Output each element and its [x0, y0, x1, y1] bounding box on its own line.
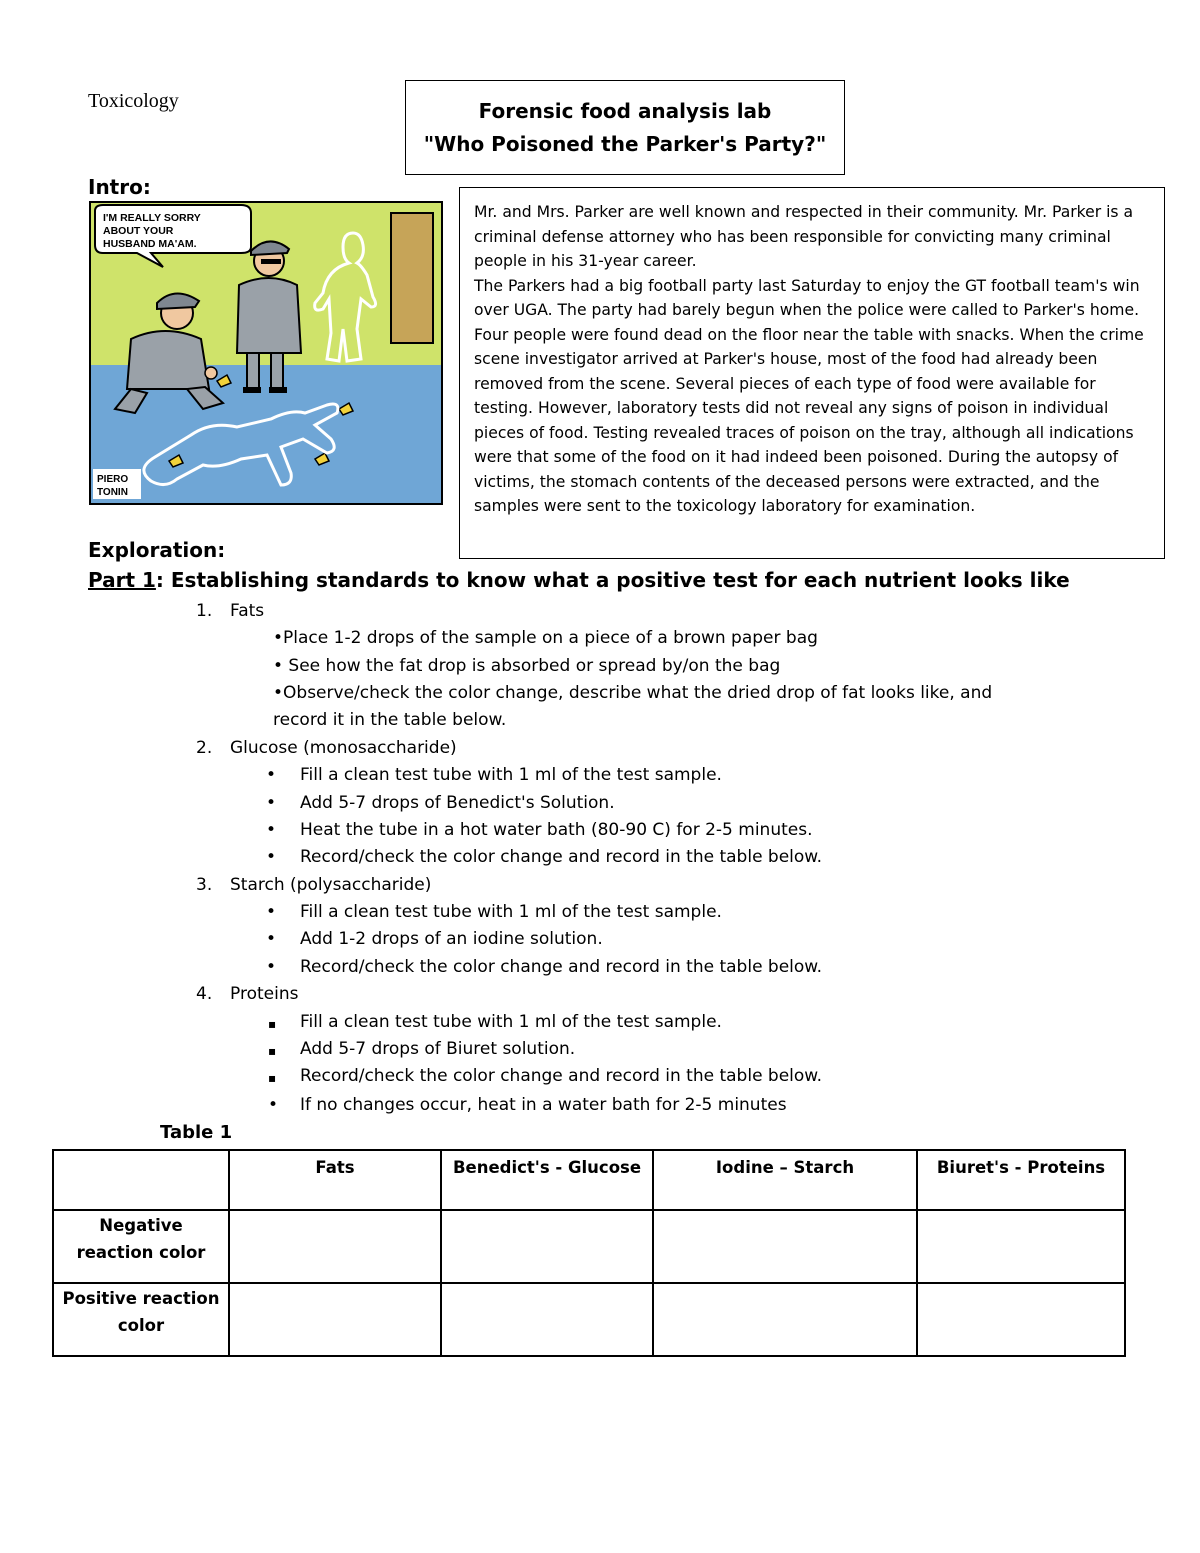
intro-story-box [459, 187, 1165, 559]
table-cell[interactable] [653, 1283, 917, 1356]
proteins-step-2: Add 5-7 drops of Biuret solution. [300, 1039, 576, 1059]
item-number-proteins: 4. [196, 984, 213, 1004]
item-title-fats: Fats [230, 601, 265, 621]
table-header-row [53, 1150, 1125, 1210]
bullet-icon: • [266, 929, 277, 949]
bullet-icon: • [266, 820, 277, 840]
starch-step-1: Fill a clean test tube with 1 ml of the test sample. [300, 902, 722, 922]
glucose-step-4: Record/check the color change and record in the table below. [300, 847, 823, 867]
table-cell[interactable] [441, 1210, 653, 1283]
table-caption: Table 1 [160, 1122, 233, 1143]
bullet-icon: ▪ [268, 1071, 277, 1085]
glucose-step-3: Heat the tube in a hot water bath (80-90 C) for 2-5 minutes. [300, 820, 813, 840]
bullet-icon: • [266, 847, 277, 867]
proteins-step-1: Fill a clean test tube with 1 ml of the test sample. [300, 1012, 722, 1032]
column-header-fats: Fats [229, 1150, 441, 1210]
starch-step-2: Add 1-2 drops of an iodine solution. [300, 929, 603, 949]
fats-step-3-cont: record it in the table below. [273, 710, 507, 730]
item-title-starch: Starch (polysaccharide) [230, 875, 432, 895]
bullet-icon: • [266, 765, 277, 785]
proteins-step-3: Record/check the color change and record in the table below. [300, 1066, 823, 1086]
cartoon-signature-line-1: PIERO [97, 474, 129, 485]
part1-heading [88, 568, 1070, 592]
crime-scene-cartoon [89, 201, 443, 505]
results-table [52, 1149, 1126, 1357]
lab-title-box [405, 80, 845, 175]
lab-title: Forensic food analysis lab [478, 98, 772, 123]
table-cell[interactable] [917, 1210, 1125, 1283]
bullet-icon: • [266, 793, 277, 813]
glucose-step-1: Fill a clean test tube with 1 ml of the test sample. [300, 765, 722, 785]
table-corner-cell [53, 1150, 229, 1210]
cartoon-speech-line-1: I'M REALLY SORRY [103, 212, 201, 224]
bullet-icon: ▪ [268, 1017, 277, 1031]
fats-step-2: • See how the fat drop is absorbed or spread by/on the bag [273, 656, 781, 676]
table-cell[interactable] [917, 1283, 1125, 1356]
cartoon-speech-line-2: ABOUT YOUR [103, 225, 174, 237]
table-cell[interactable] [229, 1210, 441, 1283]
starch-step-3: Record/check the color change and record in the table below. [300, 957, 823, 977]
bullet-icon: • [266, 957, 277, 977]
table-row [53, 1210, 1125, 1283]
exploration-heading: Exploration: [88, 538, 226, 562]
item-number-glucose: 2. [196, 738, 213, 758]
fats-step-3: •Observe/check the color change, describe what the dried drop of fat looks like, and [273, 683, 993, 703]
fats-step-1: •Place 1-2 drops of the sample on a piece of a brown paper bag [273, 628, 818, 648]
table-cell[interactable] [229, 1283, 441, 1356]
item-title-proteins: Proteins [230, 984, 299, 1004]
cartoon-signature-line-2: TONIN [97, 487, 128, 498]
intro-paragraph-2: The Parkers had a big football party last Saturday to enjoy the GT football team's win over UGA. The party had barely begun when the police were called to Parker's home. Four people were found dead on the floor near the table with snacks. When the crime scene investigator arrived at Parker's house, most of the food had already been removed from the scene. Several pieces of each type of food were available for testing. However, laboratory tests did not reveal any signs of poison in individual pieces of food. Testing revealed traces of poison on the tray, although all indications were that some of the food on it had indeed been poisoned. During the autopsy of victims, the stomach contents of the deceased persons were extracted, and the samples were sent to the toxicology laboratory for examination. [474, 276, 1144, 515]
row-label-negative: Negative reaction color [53, 1210, 229, 1283]
course-name: Toxicology [88, 90, 179, 112]
column-header-starch: Iodine – Starch [653, 1150, 917, 1210]
item-number-starch: 3. [196, 875, 213, 895]
intro-heading: Intro: [88, 175, 151, 199]
bullet-icon: • [266, 902, 277, 922]
intro-paragraph-1: Mr. and Mrs. Parker are well known and respected in their community. Mr. Parker is a criminal defense attorney who has been responsible for convicting many criminal people in his 31-year career. [474, 203, 1134, 270]
item-number-fats: 1. [196, 601, 213, 621]
proteins-step-4: If no changes occur, heat in a water bath for 2-5 minutes [300, 1095, 787, 1115]
item-title-glucose: Glucose (monosaccharide) [230, 738, 457, 758]
table-row [53, 1283, 1125, 1356]
lab-subtitle: "Who Poisoned the Parker's Party?" [423, 131, 827, 156]
column-header-proteins: Biuret's - Proteins [917, 1150, 1125, 1210]
bullet-icon: ▪ [268, 1044, 277, 1058]
bullet-icon: • [268, 1095, 279, 1115]
part1-title: : Establishing standards to know what a positive test for each nutrient looks like [155, 568, 1070, 592]
table-cell[interactable] [653, 1210, 917, 1283]
cartoon-speech-line-3: HUSBAND MA'AM. [103, 238, 197, 250]
table-cell[interactable] [441, 1283, 653, 1356]
glucose-step-2: Add 5-7 drops of Benedict's Solution. [300, 793, 615, 813]
column-header-glucose: Benedict's - Glucose [441, 1150, 653, 1210]
row-label-positive: Positive reaction color [53, 1283, 229, 1356]
part1-label: Part 1 [88, 568, 156, 592]
